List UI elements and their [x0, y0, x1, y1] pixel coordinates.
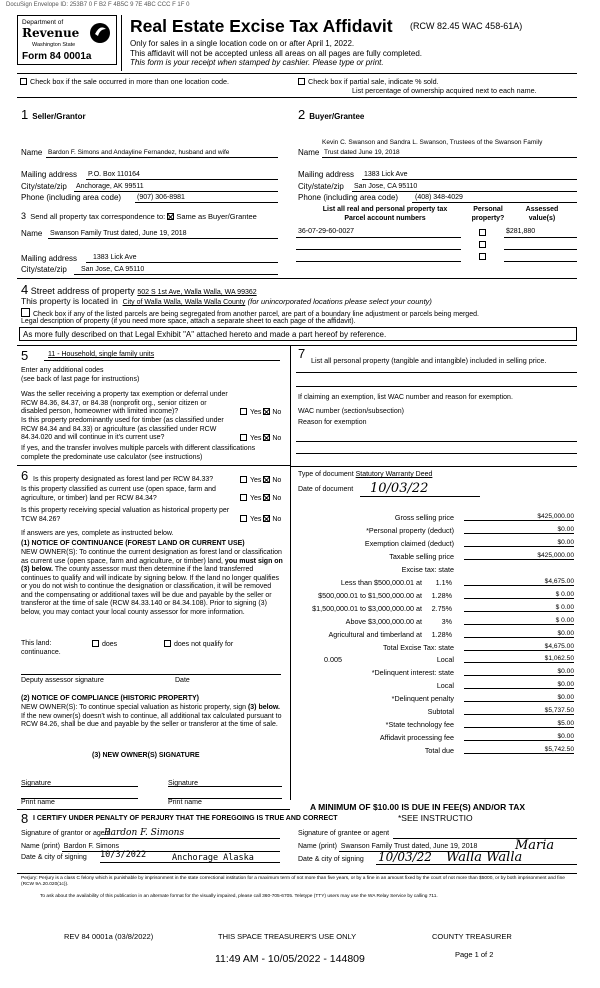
fee-row — [296, 694, 578, 706]
fee-label: $500,000.01 to $1,500,000.00 at — [318, 590, 422, 600]
correspondence-line: 3 Send all property tax correspondence to: Same as Buyer/Grantee — [21, 211, 257, 221]
grantee-print-name[interactable]: Swanson Family Trust dated, June 19, 2018 — [340, 843, 478, 850]
docusign-envelope-id: DocuSign Envelope ID: 253B7 0 F B2 F 4B5C 9 7E 4BC CCC F 1F 0 — [6, 2, 190, 8]
personal-property-check[interactable] — [479, 229, 486, 236]
fee-value[interactable]: $ 0.00 — [464, 617, 574, 625]
treasurer-use: THIS SPACE TREASURER'S USE ONLY — [218, 932, 357, 941]
fee-label: Taxable selling price — [389, 551, 454, 561]
buyer-mailing[interactable]: 1383 Lick Ave — [364, 171, 408, 178]
fee-label: Total due — [424, 746, 454, 756]
fee-label: Less than $500,000.01 at — [340, 577, 422, 587]
seller-name-label: Name — [21, 148, 43, 157]
fee-rate: 1.1% — [435, 577, 452, 587]
buyer-name-line1: Kevin C. Swanson and Sandra L. Swanson, Trustees of the Swanson Family — [322, 139, 543, 146]
seller-city[interactable]: Anchorage, AK 99511 — [76, 183, 144, 190]
legal-description-label: Legal description of property (if you need more space, attach a separate sheet to each page of the affidavit). — [21, 318, 356, 325]
fee-row — [296, 655, 578, 667]
fee-label: $1,500,000.01 to $3,000,000.00 at — [312, 603, 422, 613]
fee-rate: 0.005 — [324, 655, 342, 665]
fee-value[interactable]: $ 0.00 — [464, 591, 574, 599]
notice-continuance-text: NEW OWNER(S): To continue the current designation as forest land or classification as current use (open space, farm and agriculture, or timber) land, you must sign on (3) below. The county assessor must then determine if the land transferred continues to qualify and will indicate by signing below. If the land no longer qualifies or you do not wish to continue the designation or classification, it will be removed and the compensating or additional taxes will be due and payable by the seller or transferor at the time of sale (RCW 84.33.140 or 84.34.108). Prior to signing (3) below, you may contact your local county assessor for more information. — [21, 549, 283, 616]
fee-row — [296, 617, 578, 629]
multi-location-check[interactable]: Check box if the sale occurred in more than one location code. — [20, 77, 229, 86]
fee-row — [296, 668, 578, 680]
document-type[interactable]: Statutory Warranty Deed — [355, 471, 433, 478]
located-in-line: This property is located in City of Walla Walla, Walla Walla County (for unincorporated locations please select your county) — [21, 296, 432, 306]
certify-statement: I CERTIFY UNDER PENALTY OF PERJURY THAT THE FOREGOING IS TRUE AND CORRECT — [33, 815, 338, 822]
fee-label: Total Excise Tax: state — [383, 642, 454, 652]
rcw-reference: (RCW 82.45 WAC 458-61A) — [410, 21, 523, 31]
property-street[interactable]: 502 S 1st Ave, Walla Walla, WA 99362 — [137, 289, 257, 296]
q-historic-yes-no: Yes No — [240, 515, 281, 523]
q-forest-yes-no: Yes No — [240, 476, 281, 484]
county-treasurer: COUNTY TREASURER — [432, 932, 512, 941]
fee-row — [296, 720, 578, 732]
buyer-phone[interactable]: (408) 348-4029 — [415, 194, 463, 201]
fee-label: Above $3,000,000.00 at — [345, 616, 422, 626]
buyer-section-heading: 2 Buyer/Grantee — [298, 107, 365, 122]
correspondence-mailing[interactable]: 1383 Lick Ave — [93, 254, 137, 261]
parcel-number[interactable]: 36-07-29-60-0027 — [298, 228, 355, 235]
fee-value[interactable]: $1,062.50 — [464, 655, 574, 663]
fee-value[interactable]: $5.00 — [464, 720, 574, 728]
seller-name[interactable]: Bardon F. Simons and Andayline Fernandez, husband and wife — [48, 149, 230, 156]
fee-row — [296, 604, 578, 616]
q-timber-yes-no: Yes No — [240, 434, 281, 442]
fee-value[interactable]: $4,675.00 — [464, 578, 574, 586]
fee-label: Exemption claimed (deduct) — [364, 538, 454, 548]
notice-compliance-text: NEW OWNER(S): To continue special valuation as historic property, sign (3) below. If the new owner(s) doesn't wish to continue, all additional tax calculated pursuant to RCW 84.26, shall be due and payable by the seller or transferor at the time of sale. — [21, 704, 282, 728]
q-current-use-yes-no: Yes No — [240, 494, 281, 502]
document-date[interactable]: 10/03/22 — [370, 481, 429, 496]
fee-rate: 1.28% — [431, 629, 452, 639]
fee-rate: 2.75% — [431, 603, 452, 613]
form-number: Form 84 0001a — [22, 51, 92, 62]
perjury-notice: Perjury: Perjury is a class C felony which is punishable by imprisonment in the state correctional institution for a maximum term of not more than five years, or by a fine in an amount fixed by the court of not more than $5000, or by both imprisonment and fine (RCW 9A.20.020(1c)). — [21, 876, 565, 887]
fee-row — [296, 552, 578, 564]
grantor-signature[interactable]: Bardon F. Simons — [104, 828, 185, 838]
fee-value[interactable]: $425,000.00 — [464, 552, 574, 560]
partial-sale-note: List percentage of ownership acquired next to each name. — [352, 86, 537, 95]
fee-label: *Personal property (deduct) — [366, 525, 454, 535]
fee-value[interactable]: $0.00 — [464, 681, 574, 689]
header-notes: Only for sales in a single location code on or after April 1, 2022. This affidavit will not be accepted unless all areas on all pages are fully completed. This form is your receipt when stamped by cashier. Please type or print. — [130, 39, 423, 67]
fee-row — [296, 707, 578, 719]
fee-label: Local — [436, 655, 454, 665]
q-exemption-yes-no: Yes No — [240, 408, 281, 416]
fee-row — [296, 746, 578, 758]
fee-row — [296, 630, 578, 642]
land-use-code[interactable]: 11 - Household, single family units — [48, 351, 155, 358]
fee-row — [296, 565, 578, 577]
seller-section-heading: 1 Seller/Grantor — [21, 107, 86, 122]
accessibility-notice: To ask about the availability of this publication in an alternate format for the visually impaired, please call 360-705-6705. Teletype (TTY) users may use the WA Relay Service by calling 711. — [40, 894, 438, 899]
fee-value[interactable]: $4,675.00 — [464, 643, 574, 651]
fee-label: *Delinquent penalty — [391, 694, 454, 704]
fee-value[interactable]: $425,000.00 — [464, 513, 574, 521]
seller-phone[interactable]: (907) 306-8981 — [137, 194, 185, 201]
fee-value[interactable]: $0.00 — [464, 539, 574, 547]
fee-value[interactable]: $5,742.50 — [464, 746, 574, 754]
grantee-city[interactable]: Walla Walla — [446, 850, 523, 865]
fee-row — [296, 591, 578, 603]
grantor-city[interactable]: Anchorage Alaska — [172, 853, 254, 863]
fee-row — [296, 578, 578, 590]
buyer-name[interactable]: Trust dated June 19, 2018 — [324, 149, 400, 156]
fee-row — [296, 681, 578, 693]
legal-description[interactable]: As more fully described on that Legal Exhibit "A" attached hereto and made a part hereof by reference. — [19, 327, 577, 341]
fee-value[interactable]: $0.00 — [464, 694, 574, 702]
fee-rate: 1.28% — [431, 590, 452, 600]
fee-row — [296, 643, 578, 655]
seller-mailing[interactable]: P.O. Box 110164 — [88, 171, 140, 178]
fee-label: Affidavit processing fee — [379, 733, 454, 743]
street-address-line: 4 Street address of property 502 S 1st Ave, Walla Walla, WA 99362 — [21, 282, 257, 297]
fee-label: Agricultural and timberland at — [328, 629, 422, 639]
fee-label: Subtotal — [427, 707, 454, 717]
grantor-print-name[interactable]: Bardon F. Simons — [63, 843, 120, 850]
segregation-check[interactable]: Check box if any of the listed parcels are being segregated from another parcel, are part of a boundary line adjustment or parcels being merged. — [21, 308, 479, 318]
fee-row — [296, 513, 578, 525]
fee-label: Local — [436, 681, 454, 691]
fee-label: Gross selling price — [394, 513, 454, 522]
partial-sale-check[interactable]: Check box if partial sale, indicate % sold. — [298, 77, 439, 86]
buyer-city[interactable]: San Jose, CA 95110 — [354, 183, 418, 190]
fee-row — [296, 539, 578, 551]
fee-label: *State technology fee — [385, 720, 454, 730]
fee-value[interactable]: $0.00 — [464, 526, 574, 534]
fee-rate: 3% — [441, 616, 452, 626]
fee-value[interactable]: $5,737.50 — [464, 707, 574, 715]
fee-row — [296, 733, 578, 745]
fee-label: *Delinquent interest: state — [371, 668, 454, 678]
fee-value[interactable]: $0.00 — [464, 630, 574, 638]
minimum-due: A MINIMUM OF $10.00 IS DUE IN FEE(S) AND/OR TAX — [310, 802, 526, 812]
fee-value[interactable]: $0.00 — [464, 733, 574, 741]
correspondence-name[interactable]: Swanson Family Trust dated, June 19, 2018 — [50, 230, 187, 237]
grantee-date[interactable]: 10/03/22 — [378, 850, 432, 864]
property-location[interactable]: City of Walla Walla, Walla Walla County — [122, 299, 246, 306]
revision: REV 84 0001a (03/8/2022) — [64, 932, 154, 941]
fee-value[interactable]: $ 0.00 — [464, 604, 574, 612]
parcel-header: List all real and personal property tax Parcel account numbers — [322, 206, 448, 222]
fee-label: Excise tax: state — [401, 564, 454, 574]
dor-logo: Department of Revenue Washington State Form 84 0001a — [17, 15, 117, 65]
dor-emblem-icon — [88, 20, 112, 46]
recording-stamp: 11:49 AM - 10/05/2022 - 144809 — [215, 953, 365, 965]
form-title: Real Estate Excise Tax Affidavit — [130, 16, 393, 36]
assessed-value[interactable]: $281,880 — [506, 228, 536, 235]
correspondence-city[interactable]: San Jose, CA 95110 — [81, 266, 145, 273]
grantor-date[interactable]: 10/3/2022 — [100, 850, 147, 860]
grantee-signature[interactable]: Maria — [515, 838, 555, 853]
fee-value[interactable]: $0.00 — [464, 668, 574, 676]
page-number: Page 1 of 2 — [455, 950, 494, 959]
fee-row — [296, 526, 578, 538]
